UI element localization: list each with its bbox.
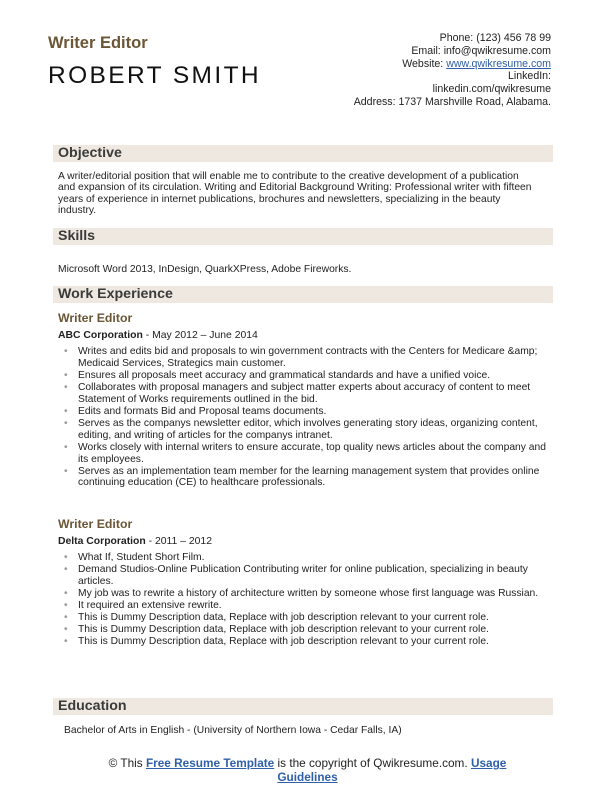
contact-linkedin-url: linkedin.com/qwikresume — [432, 83, 551, 96]
list-item: • Serves as the companys newsletter editor, which involves generating story ideas, organizing content, editing, and writing of articles for the companys intranet. — [64, 418, 554, 442]
list-item: • My job was to rewrite a history of architecture written by someone whose first language was Russian. — [64, 588, 554, 600]
list-item: • What If, Student Short Film. — [64, 552, 554, 564]
contact-website — [351, 58, 551, 71]
work-heading: Work Experience — [58, 286, 173, 302]
list-item: • Edits and formats Bid and Proposal teams documents. — [64, 406, 554, 418]
job-1-title: Writer Editor — [58, 311, 133, 325]
objective-text: A writer/editorial position that will enable me to contribute to the creative development of a publication and expansion of its circulation. Writing and Editorial Background Writing: Professional writer with fifteen years of experience in internet publications, brochures and newsletters, specializing in the beauty industry. — [58, 171, 532, 217]
footer-prefix: © This — [108, 756, 146, 770]
list-item: • This is Dummy Description data, Replace with job description relevant to your current role. — [64, 636, 554, 648]
education-section-bar — [53, 698, 553, 715]
skills-section-bar — [53, 228, 553, 245]
skills-heading: Skills — [58, 228, 96, 244]
job-1-company: ABC Corporation — [58, 330, 143, 341]
skills-text: Microsoft Word 2013, InDesign, QuarkXPress, Adobe Fireworks. — [58, 264, 352, 275]
objective-heading: Objective — [58, 145, 122, 161]
website-link[interactable]: www.qwikresume.com — [446, 57, 551, 70]
list-item: • Serves as an implementation team member for the learning management system that provides online continuing education (CE) to healthcare professionals. — [64, 466, 554, 490]
education-heading: Education — [58, 698, 127, 714]
job-2-bullets — [64, 552, 554, 648]
contact-linkedin-label: LinkedIn: — [508, 70, 551, 83]
list-item: • This is Dummy Description data, Replace with job description relevant to your current role. — [64, 624, 554, 636]
education-text: Bachelor of Arts in English - (University of Northern Iowa - Cedar Falls, IA) — [64, 725, 402, 736]
job-2-company: Delta Corporation — [58, 536, 146, 547]
contact-address: Address: 1737 Marshville Road, Alabama. — [353, 95, 551, 108]
contact-email: Email: info@qwikresume.com — [411, 44, 551, 57]
resume-header — [48, 30, 558, 130]
list-item: • This is Dummy Description data, Replace with job description relevant to your current role. — [64, 612, 554, 624]
job-2-title: Writer Editor — [58, 517, 133, 531]
candidate-name: ROBERT SMITH — [48, 62, 262, 89]
list-item: • It required an extensive rewrite. — [64, 600, 554, 612]
job-title: Writer Editor — [48, 34, 148, 52]
objective-section-bar — [53, 145, 553, 162]
contact-block — [351, 32, 551, 109]
list-item: • Writes and edits bid and proposals to win government contracts with the Centers for Medicare &amp; Medicaid Services, Strategics main customer. — [64, 346, 554, 370]
job-1-company-line — [58, 330, 258, 341]
job-2-dates: - 2011 – 2012 — [145, 536, 212, 547]
footer-middle: is the copyright of Qwikresume.com. — [274, 756, 471, 770]
list-item: • Ensures all proposals meet accuracy and grammatical standards and have a unified voice. — [64, 370, 554, 382]
list-item: • Collaborates with proposal managers and subject matter experts about accuracy of content to meet Statement of Works requirements outlined in the bid. — [64, 382, 554, 406]
free-resume-template-link[interactable]: Free Resume Template — [145, 756, 275, 770]
job-1-dates: - May 2012 – June 2014 — [142, 330, 258, 341]
job-2-company-line — [58, 536, 212, 547]
website-label: Website: — [402, 57, 447, 70]
job-1-bullets — [64, 346, 554, 489]
copyright-footer — [80, 757, 535, 784]
contact-phone: Phone: (123) 456 78 99 — [439, 32, 551, 44]
usage-guidelines-link[interactable]: Usage Guidelines — [277, 756, 507, 784]
list-item: • Demand Studios-Online Publication Contributing writer for online publication, specializing in beauty articles. — [64, 564, 554, 588]
list-item: • Works closely with internal writers to ensure accurate, top quality news articles about the company and its employees. — [64, 442, 554, 466]
